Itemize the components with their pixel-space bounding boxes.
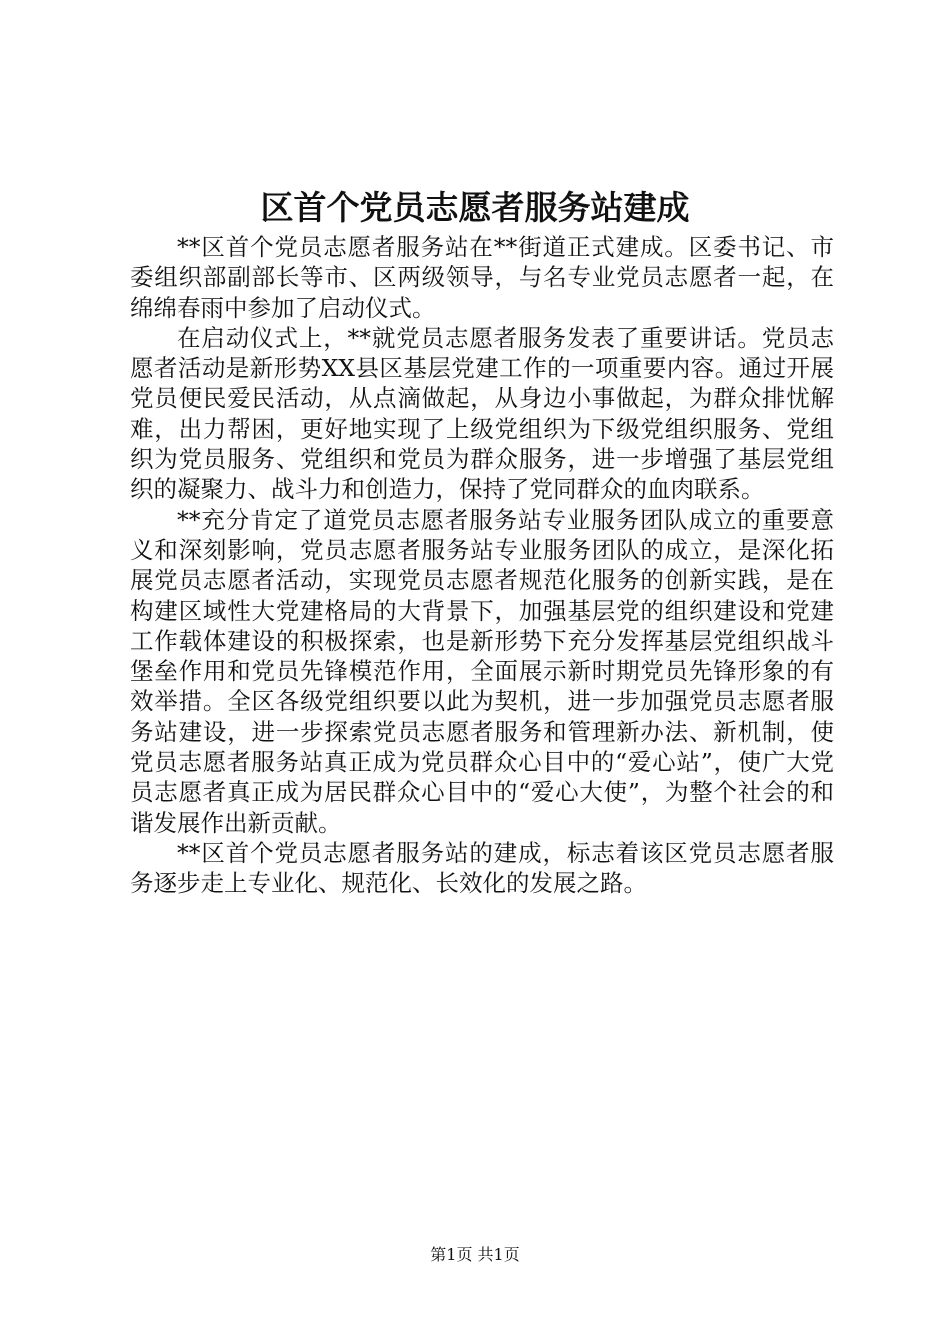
document-body [130,232,834,899]
paragraph-1: **区首个党员志愿者服务站在**街道正式建成。区委书记、市委组织部副部长等市、区两级领导，与名专业党员志愿者一起，在绵绵春雨中参加了启动仪式。 [130,233,834,322]
page-footer: 第1页 共1页 [430,1245,520,1264]
paragraph-2: 在启动仪式上，**就党员志愿者服务发表了重要讲话。党员志愿者活动是新形势XX县区基层党建工作的一项重要内容。通过开展党员便民爱民活动，从点滴做起，从身边小事做起，为群众排忧解难，出力帮困，更好地实现了上级党组织为下级党组织服务、党组织为党员服务、党组织和党员为群众服务，进一步增强了基层党组织的凝聚力、战斗力和创造力，保持了党同群众的血肉联系。 [130,323,834,504]
paragraph-4: **区首个党员志愿者服务站的建成，标志着该区党员志愿者服务逐步走上专业化、规范化、长效化的发展之路。 [130,838,834,898]
document-title: 区首个党员志愿者服务站建成 [260,188,690,227]
paragraph-3: **充分肯定了道党员志愿者服务站专业服务团队成立的重要意义和深刻影响，党员志愿者服务站专业服务团队的成立，是深化拓展党员志愿者活动，实现党员志愿者规范化服务的创新实践，是在构建区域性大党建格局的大背景下，加强基层党的组织建设和党建工作载体建设的积极探索，也是新形势下充分发挥基层党组织战斗堡垒作用和党员先锋模范作用，全面展示新时期党员先锋形象的有效举措。全区各级党组织要以此为契机，进一步加强党员志愿者服务站建设，进一步探索党员志愿者服务和管理新办法、新机制，使党员志愿者服务站真正成为党员群众心目中的“爱心站”，使广大党员志愿者真正成为居民群众心目中的“爱心大使”，为整个社会的和谐发展作出新贡献。 [130,505,834,837]
